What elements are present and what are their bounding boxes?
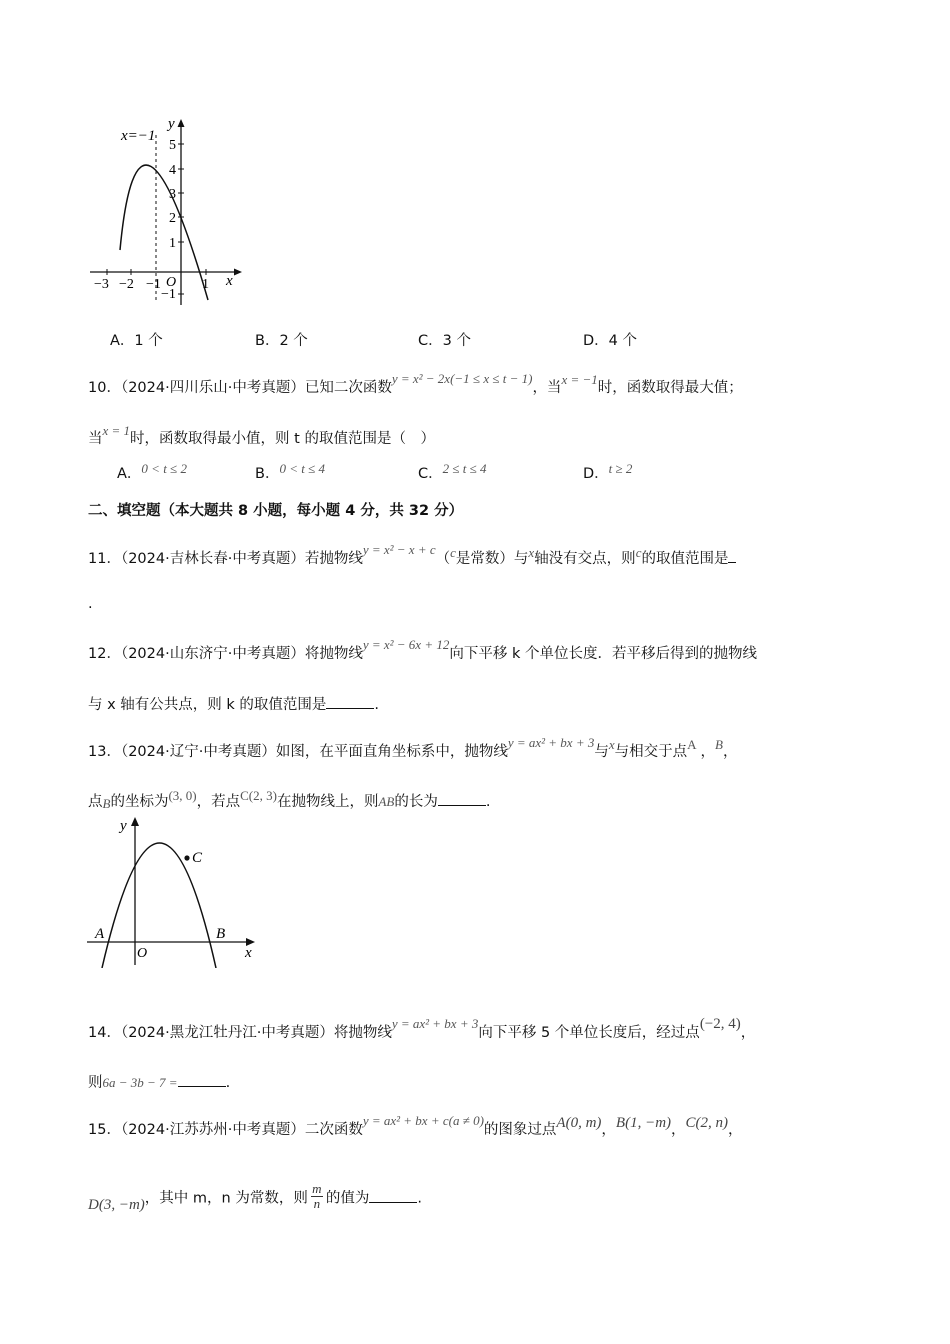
question-11-line1: [88, 542, 736, 568]
question-source: （2024·辽宁·中考真题）如图，在平面直角坐标系中，抛物线: [120, 744, 508, 760]
y-axis-label: y: [168, 116, 175, 132]
condition-expression: x = −1: [561, 372, 598, 387]
point-label: B: [715, 737, 723, 752]
question-13-line1: [88, 735, 738, 761]
graph-parabola-2: [85, 813, 265, 968]
text: 与: [594, 744, 609, 760]
answer-blank[interactable]: [326, 694, 374, 709]
question-number: 11．: [88, 551, 121, 567]
q9-option-a: A．1 个: [110, 333, 163, 349]
question-source: （2024·江苏苏州·中考真题）二次函数: [120, 1122, 363, 1138]
question-15-line2: [88, 1181, 422, 1213]
function-expression: y = x² − 6x + 12: [362, 637, 450, 652]
question-number: 14．: [88, 1025, 121, 1041]
function-expression: y = x² − x + c: [362, 542, 436, 557]
origin-label: O: [137, 946, 148, 961]
text: 是常数）与: [455, 551, 529, 567]
text: 在抛物线上，则: [276, 794, 379, 810]
option-value: 0 < t ≤ 2: [141, 461, 187, 476]
y-tick-label: 2: [169, 211, 176, 226]
question-source: （2024·吉林长春·中考真题）若抛物线: [120, 551, 363, 567]
option-label: D．: [583, 466, 609, 482]
text: ，: [671, 1122, 686, 1138]
point-label: B: [102, 796, 111, 811]
question-number: 12．: [88, 646, 121, 662]
q10-option-a: [117, 462, 187, 483]
answer-blank[interactable]: [438, 791, 486, 806]
question-number: 13．: [88, 744, 121, 760]
text: 向下平移 5 个单位长度后，经过点: [478, 1025, 700, 1041]
y-tick-label: 5: [169, 138, 176, 153]
x-tick-label: −1: [146, 277, 161, 292]
graph-parabola-1: [85, 113, 250, 313]
question-number: 10．: [88, 380, 121, 396]
question-source: （2024·山东济宁·中考真题）将抛物线: [120, 646, 363, 662]
text: 则: [88, 1075, 103, 1091]
text: 的取值范围是: [641, 551, 729, 567]
text: ，: [722, 744, 738, 760]
question-10-line1: [88, 371, 743, 397]
answer-blank[interactable]: [178, 1072, 226, 1087]
variable: c: [450, 545, 456, 560]
fraction-numerator: m: [312, 1181, 322, 1196]
text: ，当: [532, 380, 562, 396]
text: ，: [700, 744, 716, 760]
q10-option-d: [583, 462, 632, 483]
question-15-line1: [88, 1113, 743, 1139]
text: 与 x 轴有公共点，则 k 的取值范围是: [88, 697, 327, 713]
q10-option-b: [255, 462, 325, 483]
point-coordinate: C(2, n): [685, 1115, 729, 1131]
point-a-label: A: [95, 926, 105, 942]
text: 的图象过点: [483, 1122, 557, 1138]
x-axis-label: x: [245, 945, 252, 961]
fraction-denominator: n: [313, 1196, 321, 1211]
text: .: [225, 1075, 231, 1091]
option-value: 2 ≤ t ≤ 4: [442, 461, 487, 476]
y-axis-label: y: [120, 818, 127, 834]
x-axis-label: x: [226, 273, 233, 289]
point-label: A: [687, 737, 697, 752]
variable: x: [608, 737, 615, 752]
variable: x: [528, 545, 535, 560]
y-tick-label: −1: [161, 287, 176, 302]
axis-line-label: x=−1: [121, 128, 156, 144]
coordinate: (3, 0): [168, 788, 197, 803]
text: ，: [740, 1025, 756, 1041]
question-12-line1: [88, 637, 757, 663]
origin-label: O: [166, 275, 177, 290]
answer-blank[interactable]: [369, 1188, 417, 1203]
function-expression: y = ax² + bx + 3: [507, 735, 595, 750]
text: ，其中 m，n 为常数，则: [144, 1190, 308, 1207]
function-expression: y = ax² + bx + c(a ≠ 0): [362, 1113, 484, 1128]
x-tick-label: −2: [119, 277, 134, 292]
point-b-label: B: [216, 926, 226, 942]
text: .: [374, 697, 380, 713]
point-coordinate: B(1, −m): [615, 1115, 672, 1131]
coordinate: (−2, 4): [699, 1016, 741, 1032]
question-14-line2: [88, 1071, 230, 1092]
option-label: C．: [418, 466, 443, 482]
text: 的长为: [394, 794, 438, 810]
variable: c: [635, 545, 642, 560]
q9-option-c: C．3 个: [418, 333, 471, 349]
fraction: [311, 1182, 323, 1211]
text: 的值为: [325, 1190, 370, 1207]
y-tick-label: 3: [169, 187, 176, 202]
text: 轴没有交点，则: [534, 551, 636, 567]
text: （: [435, 551, 451, 567]
x-tick-label: −3: [94, 277, 109, 292]
option-label: A．: [117, 466, 142, 482]
point-c-label: C: [192, 850, 203, 866]
y-tick-label: 4: [169, 163, 176, 178]
text: ，若点: [196, 794, 241, 810]
text: ，: [601, 1122, 616, 1138]
coordinate: C(2, 3): [240, 788, 277, 803]
question-11-line2: .: [88, 596, 93, 612]
y-tick-label: 1: [169, 236, 176, 251]
text: .: [417, 1190, 422, 1207]
text: 当: [88, 431, 103, 447]
text: 的坐标为: [110, 794, 169, 810]
text: 时，函数取得最小值，则 t 的取值范围是（ ）: [130, 431, 435, 447]
point-coordinate: D(3, −m): [88, 1196, 145, 1213]
question-number: 15．: [88, 1122, 121, 1138]
text: 点: [88, 794, 103, 810]
question-10-line2: [88, 423, 435, 448]
question-source: （2024·黑龙江牡丹江·中考真题）将抛物线: [120, 1025, 392, 1041]
function-expression: y = ax² + bx + 3: [391, 1016, 479, 1031]
condition-expression: x = 1: [102, 423, 131, 438]
text: .: [485, 794, 491, 810]
question-source: （2024·四川乐山·中考真题）已知二次函数: [120, 380, 392, 396]
text: ，: [728, 1122, 743, 1138]
section-title: 二、填空题（本大题共 8 小题，每小题 4 分，共 32 分）: [88, 503, 464, 519]
question-13-line2: [88, 790, 490, 811]
question-14-line1: [88, 1016, 756, 1042]
x-tick-label: 1: [202, 277, 209, 292]
text: 与相交于点: [614, 744, 688, 760]
option-value: t ≥ 2: [608, 461, 633, 476]
question-12-line2: [88, 693, 379, 714]
q9-option-d: D．4 个: [583, 333, 637, 349]
q9-option-b: B．2 个: [255, 333, 308, 349]
text: 向下平移 k 个单位长度．若平移后得到的抛物线: [449, 646, 757, 662]
segment-label: AB: [378, 794, 395, 809]
answer-blank[interactable]: [728, 548, 736, 563]
q10-option-c: [418, 462, 487, 483]
text: 时，函数取得最大值；: [597, 380, 743, 396]
expression: 6a − 3b − 7 =: [102, 1075, 178, 1090]
option-value: 0 < t ≤ 4: [279, 461, 325, 476]
option-label: B．: [255, 466, 280, 482]
function-expression: y = x² − 2x(−1 ≤ x ≤ t − 1): [391, 371, 533, 386]
point-coordinate: A(0, m): [556, 1115, 602, 1131]
